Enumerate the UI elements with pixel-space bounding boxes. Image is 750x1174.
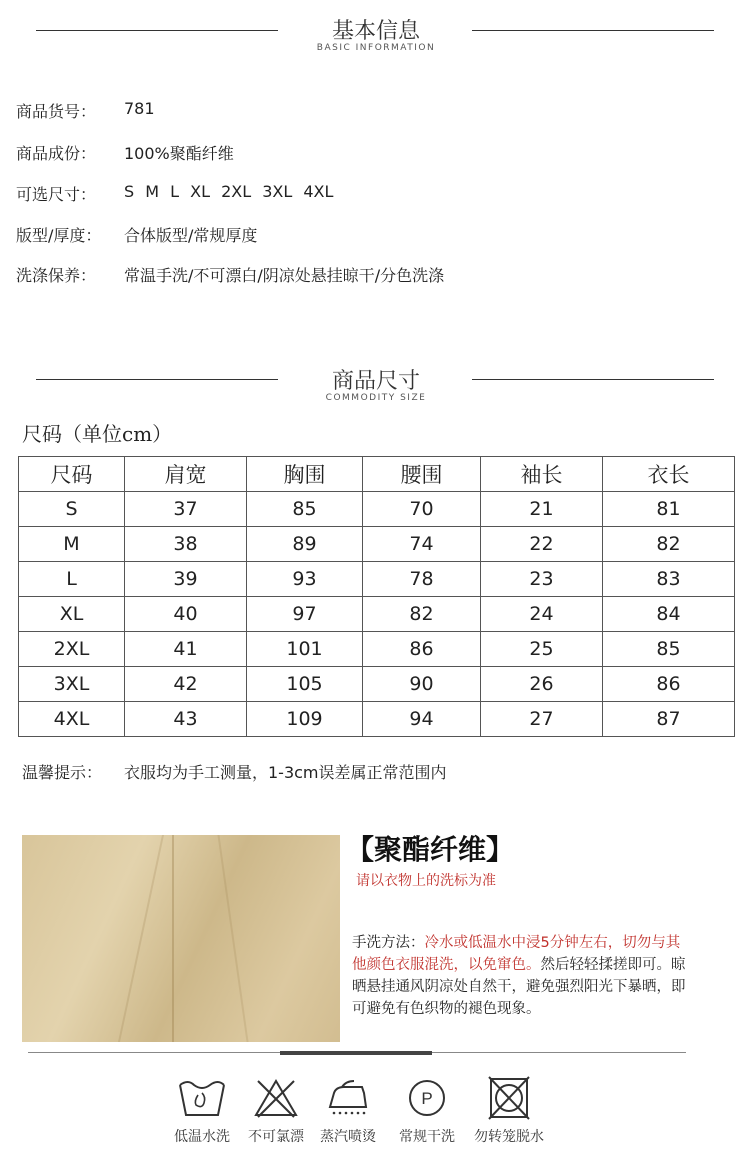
fabric-swatch-image xyxy=(22,835,340,1042)
low-temp-wash-icon xyxy=(176,1075,228,1121)
table-cell: 78 xyxy=(363,562,481,597)
header-sleeve: 袖长 xyxy=(481,457,603,492)
table-cell: 22 xyxy=(481,527,603,562)
care-label-no-bleach: 不可氯漂 xyxy=(248,1129,304,1145)
size-table xyxy=(18,456,735,737)
care-label-dry-clean: 常规干洗 xyxy=(399,1129,455,1145)
fabric-fold xyxy=(118,835,164,1042)
dry-clean-letter: P xyxy=(421,1089,433,1108)
table-cell: 81 xyxy=(603,492,735,527)
info-value-sizes: S M L XL 2XL 3XL 4XL xyxy=(124,182,334,201)
info-label-care: 洗涤保养： xyxy=(16,266,97,285)
table-row xyxy=(19,527,735,562)
table-cell: 97 xyxy=(247,597,363,632)
table-cell: L xyxy=(19,562,125,597)
fabric-fold xyxy=(172,835,174,1042)
table-row xyxy=(19,702,735,737)
wash-rest: 然后轻轻揉搓即可。晾晒悬挂通风阴凉处自然干，避免强烈阳光下暴晒，即可避免有色织物的褪色现象。 xyxy=(352,957,686,1017)
table-cell: 26 xyxy=(481,667,603,702)
table-cell: 25 xyxy=(481,632,603,667)
info-label-sku: 商品货号： xyxy=(16,102,97,121)
table-cell: 94 xyxy=(363,702,481,737)
table-cell: 3XL xyxy=(19,667,125,702)
table-row xyxy=(19,492,735,527)
table-cell: 27 xyxy=(481,702,603,737)
wash-instructions xyxy=(352,932,692,1020)
no-bleach-icon xyxy=(250,1075,302,1121)
size-unit-label: 尺码（单位cm） xyxy=(22,422,173,446)
tip-label: 温馨提示： xyxy=(22,763,103,782)
table-cell: 21 xyxy=(481,492,603,527)
table-cell: 24 xyxy=(481,597,603,632)
table-cell: 83 xyxy=(603,562,735,597)
divider-left xyxy=(36,30,278,31)
table-cell: 4XL xyxy=(19,702,125,737)
tip-text: 衣服均为手工测量，1-3cm误差属正常范围内 xyxy=(124,763,447,782)
table-cell: 82 xyxy=(363,597,481,632)
wash-label: 手洗方法： xyxy=(352,935,425,951)
care-label-low-temp-wash: 低温水洗 xyxy=(174,1129,230,1145)
table-cell: 84 xyxy=(603,597,735,632)
care-label-steam-iron: 蒸汽喷烫 xyxy=(320,1129,376,1145)
table-cell: XL xyxy=(19,597,125,632)
info-label-material: 商品成份： xyxy=(16,144,97,163)
basic-info-title: 基本信息 xyxy=(331,19,420,44)
table-cell: 41 xyxy=(125,632,247,667)
table-cell: 2XL xyxy=(19,632,125,667)
table-cell: 93 xyxy=(247,562,363,597)
table-row xyxy=(19,632,735,667)
table-cell: 39 xyxy=(125,562,247,597)
header-length: 衣长 xyxy=(603,457,735,492)
bottom-divider-accent xyxy=(280,1051,432,1055)
fiber-title: 【聚酯纤维】 xyxy=(346,833,515,866)
table-cell: 82 xyxy=(603,527,735,562)
table-row xyxy=(19,562,735,597)
dry-clean-icon xyxy=(401,1075,453,1121)
table-cell: 87 xyxy=(603,702,735,737)
divider-right-2 xyxy=(472,379,714,380)
table-cell: 38 xyxy=(125,527,247,562)
header-shoulder: 肩宽 xyxy=(125,457,247,492)
table-cell: 43 xyxy=(125,702,247,737)
fabric-fold xyxy=(217,835,248,1042)
care-label-no-tumble-dry: 勿转笼脱水 xyxy=(474,1129,544,1145)
table-cell: M xyxy=(19,527,125,562)
table-row xyxy=(19,597,735,632)
table-cell: 42 xyxy=(125,667,247,702)
no-tumble-dry-icon xyxy=(483,1075,535,1121)
table-cell: 90 xyxy=(363,667,481,702)
table-cell: 105 xyxy=(247,667,363,702)
table-cell: 70 xyxy=(363,492,481,527)
info-label-fit: 版型/厚度： xyxy=(16,226,102,245)
header-chest: 胸围 xyxy=(247,457,363,492)
wash-warning: 冷水或低温水中浸5分钟左右，切勿与其他颜色衣服混洗，以免窜色。 xyxy=(352,935,681,973)
table-cell: 85 xyxy=(247,492,363,527)
size-section-title: 商品尺寸 xyxy=(331,369,420,394)
info-value-sku: 781 xyxy=(124,99,155,118)
size-section-subtitle: COMMODITY SIZE xyxy=(325,393,427,403)
table-cell: 23 xyxy=(481,562,603,597)
info-value-fit: 合体版型/常规厚度 xyxy=(124,226,258,245)
info-label-sizes: 可选尺寸： xyxy=(16,185,97,204)
table-cell: 86 xyxy=(363,632,481,667)
table-cell: 37 xyxy=(125,492,247,527)
divider-right xyxy=(472,30,714,31)
table-cell: 85 xyxy=(603,632,735,667)
table-cell: 101 xyxy=(247,632,363,667)
table-cell: 89 xyxy=(247,527,363,562)
table-cell: 40 xyxy=(125,597,247,632)
divider-left-2 xyxy=(36,379,278,380)
basic-info-subtitle: BASIC INFORMATION xyxy=(316,43,436,53)
table-cell: S xyxy=(19,492,125,527)
header-size: 尺码 xyxy=(19,457,125,492)
table-cell: 86 xyxy=(603,667,735,702)
header-waist: 腰围 xyxy=(363,457,481,492)
table-cell: 74 xyxy=(363,527,481,562)
steam-iron-icon xyxy=(322,1075,374,1121)
fiber-subtitle: 请以衣物上的洗标为准 xyxy=(356,873,496,889)
table-cell: 109 xyxy=(247,702,363,737)
info-value-care: 常温手洗/不可漂白/阴凉处悬挂晾干/分色洗涤 xyxy=(124,266,445,285)
table-row xyxy=(19,667,735,702)
info-value-material: 100%聚酯纤维 xyxy=(124,144,234,163)
table-header-row xyxy=(19,457,735,492)
